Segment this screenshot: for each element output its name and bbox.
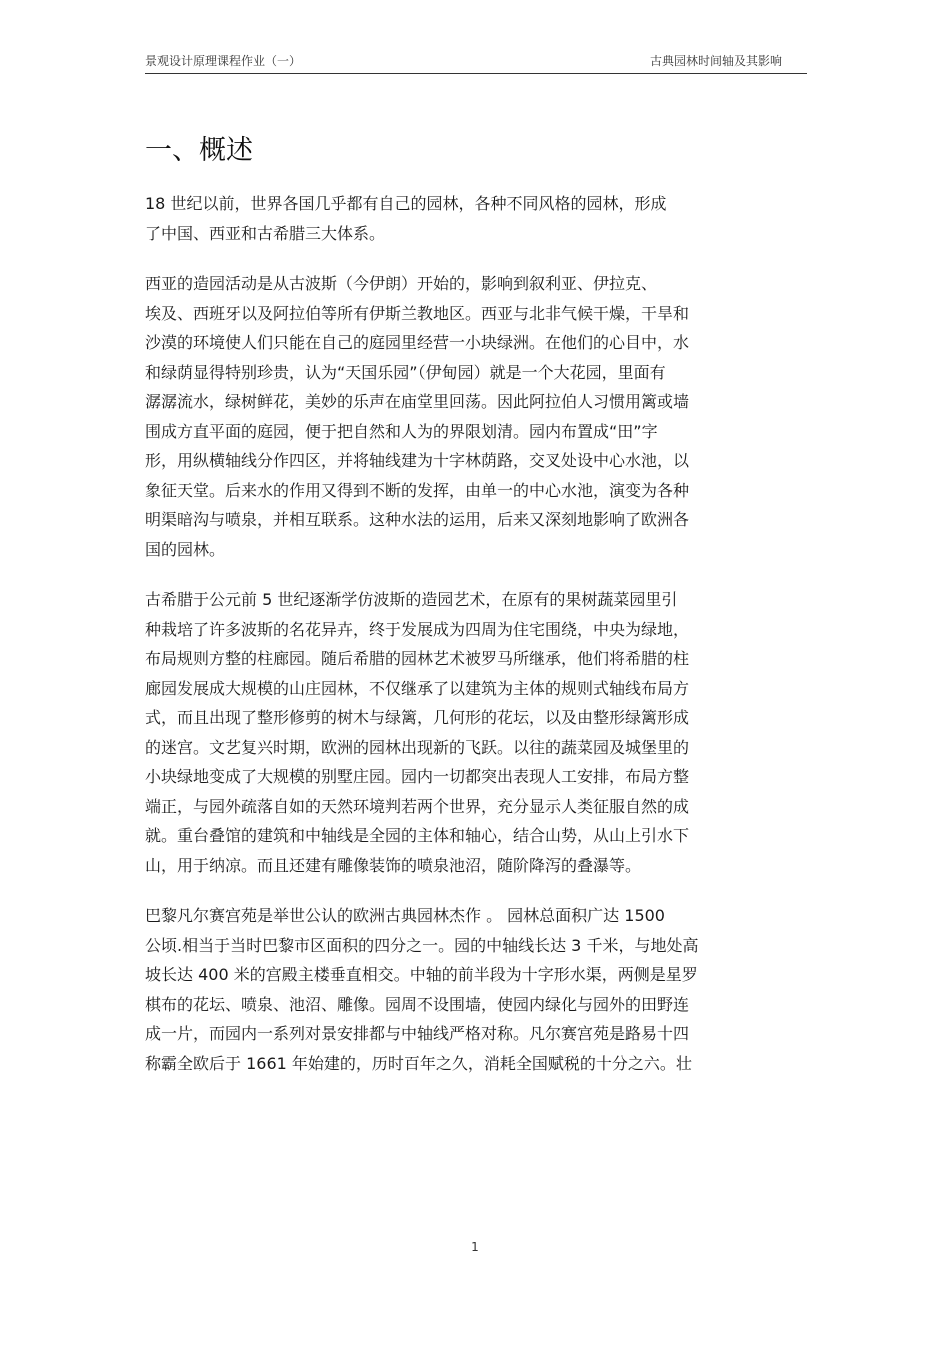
paragraph-intro	[145, 189, 805, 248]
text-line: 和绿荫显得特别珍贵，认为“天国乐园”（伊甸园）就是一个大花园，里面有	[145, 362, 666, 382]
text-line: 埃及、西班牙以及阿拉伯等所有伊斯兰教地区。西亚与北非气候干燥，干旱和	[145, 303, 690, 323]
text-line: 棋布的花坛、喷泉、池沼、雕像。园周不设围墙，使园内绿化与园外的田野连	[145, 994, 690, 1014]
text-line: 坡长达 400 米的宫殿主楼垂直相交。中轴的前半段为十字形水渠，两侧是星罗	[145, 965, 698, 984]
paragraph-west-asia	[145, 269, 805, 564]
text-line: 国的园林。	[145, 539, 226, 559]
text-line: 沙漠的环境使人们只能在自己的庭园里经营一小块绿洲。在他们的心目中，水	[145, 333, 690, 352]
text-line: 潺潺流水，绿树鲜花，美妙的乐声在庙堂里回荡。因此阿拉伯人习惯用篱或墙	[145, 392, 690, 411]
text-line: 18 世纪以前，世界各国几乎都有自己的园林，各种不同风格的园林，形成	[145, 194, 667, 213]
text-line: 式，而且出现了整形修剪的树木与绿篱，几何形的花坛，以及由整形绿篱形成	[145, 708, 690, 727]
section-title: 一、概述	[145, 135, 253, 166]
text-line: 山，用于纳凉。而且还建有雕像装饰的喷泉池沼，随阶降泻的叠瀑等。	[145, 855, 642, 875]
header-divider	[145, 73, 807, 74]
text-line: 形，用纵横轴线分作四区，并将轴线建为十字林荫路，交叉处设中心水池，以	[145, 451, 690, 470]
header-course-title: 景观设计原理课程作业（一）	[145, 54, 302, 68]
paragraph-versailles	[145, 901, 805, 1078]
body-content	[145, 189, 805, 1099]
text-line: 成一片，而园内一系列对景安排都与中轴线严格对称。凡尔赛宫苑是路易十四	[145, 1024, 690, 1043]
text-line: 就。重台叠馆的建筑和中轴线是全园的主体和轴心，结合山势，从山上引水下	[145, 826, 690, 845]
text-line: 了中国、西亚和古希腊三大体系。	[145, 223, 386, 243]
paragraph-ancient-greece	[145, 585, 805, 880]
text-line: 小块绿地变成了大规模的别墅庄园。园内一切都突出表现人工安排，布局方整	[145, 767, 690, 786]
text-line: 围成方直平面的庭园，便于把自然和人为的界限划清。园内布置成“田”字	[145, 421, 658, 441]
text-line: 的迷宫。文艺复兴时期，欧洲的园林出现新的飞跃。以往的蔬菜园及城堡里的	[145, 737, 690, 757]
text-line: 明渠暗沟与喷泉，并相互联系。这种水法的运用，后来又深刻地影响了欧洲各	[145, 510, 690, 529]
page-header	[145, 52, 807, 74]
page-number: 1	[471, 1240, 479, 1254]
text-line: 布局规则方整的柱廊园。随后希腊的园林艺术被罗马所继承，他们将希腊的柱	[145, 649, 690, 668]
text-line: 古希腊于公元前 5 世纪逐渐学仿波斯的造园艺术，在原有的果树蔬菜园里引	[145, 590, 678, 609]
text-line: 公顷.相当于当时巴黎市区面积的四分之一。园的中轴线长达 3 千米，与地处高	[145, 935, 699, 955]
text-line: 端正，与园外疏落自如的天然环境判若两个世界，充分显示人类征服自然的成	[145, 796, 690, 816]
text-line: 西亚的造园活动是从古波斯（今伊朗）开始的，影响到叙利亚、伊拉克、	[145, 274, 658, 293]
header-document-title: 古典园林时间轴及其影响	[649, 54, 782, 68]
text-line: 廊园发展成大规模的山庄园林，不仅继承了以建筑为主体的规则式轴线布局方	[145, 678, 690, 698]
text-line: 象征天堂。后来水的作用又得到不断的发挥，由单一的中心水池，演变为各种	[145, 480, 690, 500]
text-line: 种栽培了许多波斯的名花异卉，终于发展成为四周为住宅围绕，中央为绿地，	[145, 619, 690, 639]
text-line: 称霸全欧后于 1661 年始建的，历时百年之久，消耗全国赋税的十分之六。壮	[145, 1053, 692, 1073]
text-line: 巴黎凡尔赛宫苑是举世公认的欧洲古典园林杰作 。 园林总面积广达 1500	[145, 906, 665, 925]
